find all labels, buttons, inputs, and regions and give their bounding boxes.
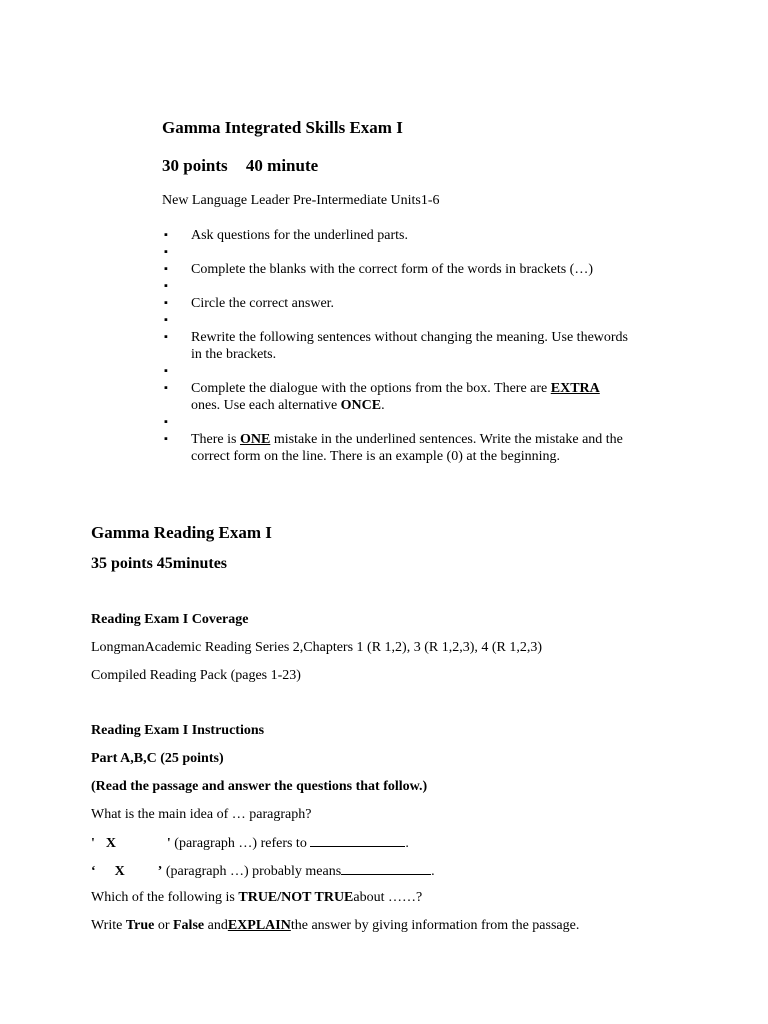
list-item <box>162 380 682 414</box>
question-text: (paragraph …) refers to <box>170 836 311 851</box>
answer-blank <box>310 834 405 847</box>
quote-open: ‘ <box>91 864 96 879</box>
list-item-empty <box>162 278 682 295</box>
list-item-text: Rewrite the following sentences without changing the meaning. Use thewords <box>191 330 629 345</box>
bullet-icon: ▪ <box>164 416 168 428</box>
reading-exam-title: Gamma Reading Exam I <box>91 523 272 542</box>
list-item <box>162 295 682 312</box>
list-item-text: Ask questions for the underlined parts. <box>191 228 408 243</box>
bullet-icon: ▪ <box>164 331 168 343</box>
question-true-not-true <box>91 890 422 906</box>
reading-instructions-heading: Reading Exam I Instructions <box>91 723 265 738</box>
emphasis-one: ONE <box>239 432 271 447</box>
reading-coverage-line1: LongmanAcademic Reading Series 2,Chapters 1 (R 1,2), 3 (R 1,2,3), 4 (R 1,2,3) <box>91 640 543 655</box>
question-end: . <box>405 836 409 851</box>
question-probably-means <box>91 862 435 880</box>
list-item-text: Complete the blanks with the correct form of the words in brackets (…) <box>191 262 593 277</box>
list-item-empty <box>162 363 682 380</box>
reading-coverage-line2: Compiled Reading Pack (pages 1-23) <box>91 668 301 683</box>
bullet-icon: ▪ <box>164 280 168 292</box>
bullet-icon: ▪ <box>164 314 168 326</box>
question-refers-to <box>91 834 409 852</box>
list-item-empty <box>162 312 682 329</box>
question-text: Which of the following is <box>91 890 239 905</box>
list-item-text-line2: correct form on the line. There is an example (0) at the beginning. <box>191 449 561 464</box>
integrated-coverage: New Language Leader Pre-Intermediate Units1-6 <box>162 193 440 208</box>
emphasis-extra: EXTRA <box>550 381 600 396</box>
list-item-text-cont: mistake in the underlined sentences. Write the mistake and the <box>270 432 623 447</box>
list-item <box>162 227 682 244</box>
integrated-points-time <box>162 156 318 176</box>
reading-read-instruction: (Read the passage and answer the questions that follow.) <box>91 779 428 794</box>
list-item <box>162 329 682 363</box>
question-text-end: the answer by giving information from the passage. <box>290 918 580 933</box>
question-text-end: about ……? <box>353 890 423 905</box>
bullet-icon: ▪ <box>164 263 168 275</box>
bullet-icon: ▪ <box>164 382 168 394</box>
question-main-idea: What is the main idea of … paragraph? <box>91 807 312 822</box>
list-item-empty <box>162 414 682 431</box>
question-end: . <box>431 864 435 879</box>
emphasis-true: True <box>125 918 155 933</box>
bullet-icon: ▪ <box>164 297 168 309</box>
reading-points-time: 35 points 45minutes <box>91 555 228 572</box>
question-text: and <box>204 918 228 933</box>
list-item-text: There is <box>191 432 240 447</box>
list-item-text-cont: in the brackets. <box>191 347 277 362</box>
emphasis-once: ONCE <box>340 398 382 413</box>
list-item-empty <box>162 244 682 261</box>
emphasis-explain: EXPLAIN <box>227 918 291 933</box>
question-text: or <box>154 918 173 933</box>
quote-close: ’ <box>157 864 163 879</box>
integrated-exam-title: Gamma Integrated Skills Exam I <box>162 118 403 137</box>
list-item <box>162 261 682 278</box>
list-item-text-cont: ones. Use each alternative <box>191 398 341 413</box>
list-item-text: Complete the dialogue with the options from the box. There are <box>191 381 551 396</box>
question-text: (paragraph …) probably means <box>162 864 342 879</box>
placeholder-x: X <box>114 864 125 879</box>
bullet-icon: ▪ <box>164 229 168 241</box>
integrated-instruction-list <box>162 227 682 465</box>
list-item-text-end: . <box>381 398 385 413</box>
reading-part-label: Part A,B,C (25 points) <box>91 751 224 766</box>
bullet-icon: ▪ <box>164 433 168 445</box>
integrated-time: 40 minute <box>245 156 319 175</box>
question-true-false-explain <box>91 918 579 934</box>
question-text: Write <box>91 918 126 933</box>
quote-close: ' <box>166 836 171 851</box>
answer-blank <box>341 862 431 875</box>
bullet-icon: ▪ <box>164 246 168 258</box>
reading-coverage-heading: Reading Exam I Coverage <box>91 612 249 627</box>
quote-open: ' <box>91 836 95 851</box>
list-item-text: Circle the correct answer. <box>191 296 335 311</box>
bullet-icon: ▪ <box>164 365 168 377</box>
integrated-points: 30 points <box>162 156 228 175</box>
placeholder-x: X <box>105 836 117 851</box>
list-item <box>162 431 682 465</box>
emphasis-true-not-true: TRUE/NOT TRUE <box>238 890 354 905</box>
emphasis-false: False <box>173 918 205 933</box>
